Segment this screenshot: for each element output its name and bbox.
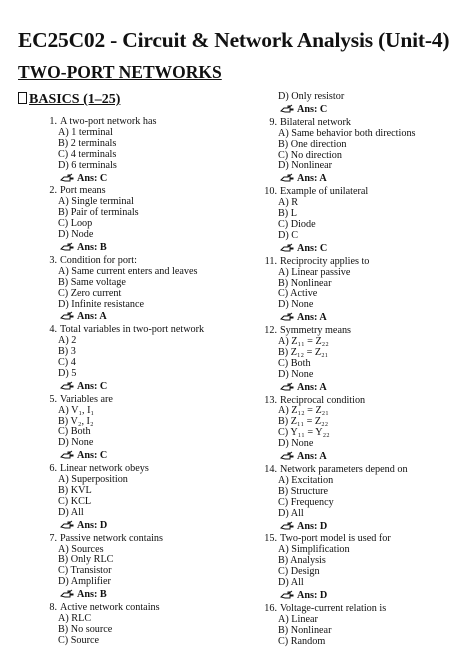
question-column-left [43,117,258,647]
section-heading-label: BASICS (1–25) [29,92,121,107]
question-item [263,465,468,476]
option-item: D) None [278,368,314,380]
question-text: Voltage-current relation is [280,602,387,614]
answer-text: Ans: A [297,451,327,463]
answer-line [43,520,258,532]
option-item: B) Only RLC [58,554,114,566]
option-item: C) Y₁₁ = Y₂₂ [278,427,330,439]
question-text: A two-port network has [60,116,157,127]
option-item: B) L [278,208,297,220]
answer-text: Ans: C [77,172,108,184]
pointing-hand-icon [280,451,294,460]
question-number: 12. [264,325,277,337]
question-item [43,534,258,545]
question-text: Reciprocity applies to [280,255,370,267]
question-number: 13. [264,394,277,406]
answer-line [263,312,468,324]
answer-line [43,242,258,254]
question-item [263,604,468,615]
question-text: Variables are [60,393,113,405]
option-item: A) 1 terminal [58,126,113,138]
answer-text: Ans: D [297,589,328,601]
question-number: 1. [49,116,57,127]
question-text: Condition for port: [60,254,137,266]
pointing-hand-icon [280,382,294,391]
question-number: 7. [49,532,57,544]
option-item: A) 2 [58,335,77,347]
question-text: Reciprocal condition [280,394,366,406]
question-item [43,256,258,267]
option-item: B) One direction [278,138,347,150]
option-item: A) Excitation [278,474,334,486]
answer-text: Ans: A [297,173,327,185]
answer-text: Ans: C [77,380,108,392]
question-item [43,603,258,614]
question-text: Example of unilateral [280,186,369,198]
question-item [43,325,258,336]
option-item: C) Zero current [58,287,122,299]
pointing-hand-icon [280,104,294,113]
question-number: 10. [264,186,277,198]
option-item: B) Analysis [278,555,326,567]
option-item: A) Z₁₁ = Z₂₂ [278,336,329,348]
page-title: EC25C02 - Circuit & Network Analysis (Unit-4) [18,28,450,52]
answer-text: Ans: B [77,589,107,601]
option-item: B) KVL [58,485,92,496]
question-text: Active network contains [60,602,160,614]
option-item: D) None [278,438,314,450]
pointing-hand-icon [280,173,294,182]
option-item: A) Simplification [278,544,350,556]
option-item: A) Linear passive [278,266,351,278]
question-number: 4. [49,324,57,336]
option-item: C) 4 terminals [58,148,117,160]
answer-line [43,381,258,393]
option-item: B) 2 terminals [58,137,117,149]
question-item [263,534,468,545]
option-item: A) Same behavior both directions [278,127,416,139]
question-number: 14. [264,464,277,475]
checkbox-glyph-icon [18,92,27,104]
option-item: D) Amplifier [58,576,111,588]
option-item: C) Active [278,288,318,300]
pointing-hand-icon [280,312,294,321]
question-item [43,464,258,475]
answer-line [263,173,468,185]
answer-line [43,173,258,185]
option-item: B) Structure [278,485,329,497]
option-item: D) Node [58,229,94,241]
option-item: A) Single terminal [58,196,134,208]
option-item: D) None [278,299,314,311]
question-text: Bilateral network [280,116,352,128]
option-item: A) Linear [278,613,318,625]
option-item: D) 6 terminals [58,159,117,171]
pointing-hand-icon [60,242,74,251]
option-item: D) C [278,229,299,241]
option-item: C) Loop [58,218,93,230]
option-item: C) Both [58,426,91,438]
question-number: 16. [264,602,277,614]
question-number: 11. [264,255,277,267]
option-item: C) No direction [278,149,342,161]
option-item: B) Z₁₁ = Z₂₂ [278,416,329,428]
answer-line [263,590,468,602]
question-column-right [263,92,468,648]
answer-text: Ans: A [77,311,107,323]
question-number: 5. [49,393,57,405]
answer-line [263,382,468,394]
answer-line [263,104,468,116]
option-item: B) Z₁₂ = Z₂₁ [278,346,329,358]
option-item: C) Source [58,634,100,646]
answer-text: Ans: C [297,242,328,254]
question-item [263,187,468,198]
question-text: Symmetry means [280,325,352,337]
option-item: C) KCL [58,495,92,507]
question-number: 2. [49,185,57,197]
answer-line [263,521,468,533]
question-item [263,257,468,268]
answer-text: Ans: C [297,103,328,115]
option-item: D) All [278,577,304,589]
pointing-hand-icon [60,381,74,390]
option-item: A) RLC [58,612,92,624]
pointing-hand-icon [280,521,294,530]
question-item [43,395,258,406]
option-item: C) Random [278,635,326,647]
answer-line [43,589,258,601]
option-item: D) Only resistor [278,91,345,102]
answer-line [263,451,468,463]
pointing-hand-icon [280,243,294,252]
question-item [43,186,258,197]
answer-text: Ans: C [77,450,108,462]
pointing-hand-icon [280,590,294,599]
pointing-hand-icon [60,450,74,459]
option-item: A) Z₁₂ = Z₂₁ [278,405,329,417]
question-item [263,118,468,129]
option-item: B) Nonlinear [278,277,332,289]
option-item: B) 3 [58,346,76,358]
answer-text: Ans: B [77,241,107,253]
answer-text: Ans: A [297,381,327,393]
question-text: Total variables in two-port network [60,324,205,336]
page-subtitle: TWO-PORT NETWORKS [18,62,222,82]
answer-line [43,450,258,462]
option-item: C) Design [278,566,320,578]
pointing-hand-icon [60,311,74,320]
answer-text: Ans: A [297,312,327,324]
pointing-hand-icon [60,589,74,598]
option-item: A) Same current enters and leaves [58,265,198,277]
section-heading [18,92,120,108]
question-item [263,326,468,337]
option-item: D) All [278,507,304,519]
option-item: C) 4 [58,357,76,369]
option-item: B) Same voltage [58,276,126,288]
option-item: C) Diode [278,218,316,230]
answer-text: Ans: D [77,519,108,531]
option-item: D) None [58,437,94,449]
option-item: C) Both [278,357,311,369]
option-item: B) Pair of terminals [58,207,139,219]
question-number: 3. [49,254,57,266]
option-item: C) Transistor [58,565,112,577]
question-text: Linear network obeys [60,463,149,475]
question-text: Network parameters depend on [280,464,408,475]
option-item: B) No source [58,623,113,635]
question-number: 8. [49,602,57,614]
pointing-hand-icon [60,520,74,529]
question-item [263,396,468,407]
option-item: A) R [278,197,299,209]
option-item: B) Nonlinear [278,624,332,636]
question-item [43,117,258,128]
question-number: 15. [264,533,277,545]
answer-line [263,243,468,255]
option-item: A) Sources [58,543,104,555]
option-item: D) 5 [58,367,77,379]
option-item: D) All [58,506,84,518]
answer-line [43,311,258,323]
option-item: A) Superposition [58,474,128,486]
pointing-hand-icon [60,173,74,182]
question-text: Port means [60,185,106,197]
option-item: D) Nonlinear [278,160,333,172]
option-item: B) V₂, I₂ [58,415,94,427]
option-item: C) Frequency [278,496,334,508]
question-text: Passive network contains [60,532,163,544]
option-item: A) V₁, I₁ [58,404,95,416]
question-number: 9. [269,116,277,128]
option-item: D) Infinite resistance [58,298,144,310]
answer-text: Ans: D [297,520,328,532]
question-text: Two-port model is used for [280,533,391,545]
question-number: 6. [49,463,57,475]
